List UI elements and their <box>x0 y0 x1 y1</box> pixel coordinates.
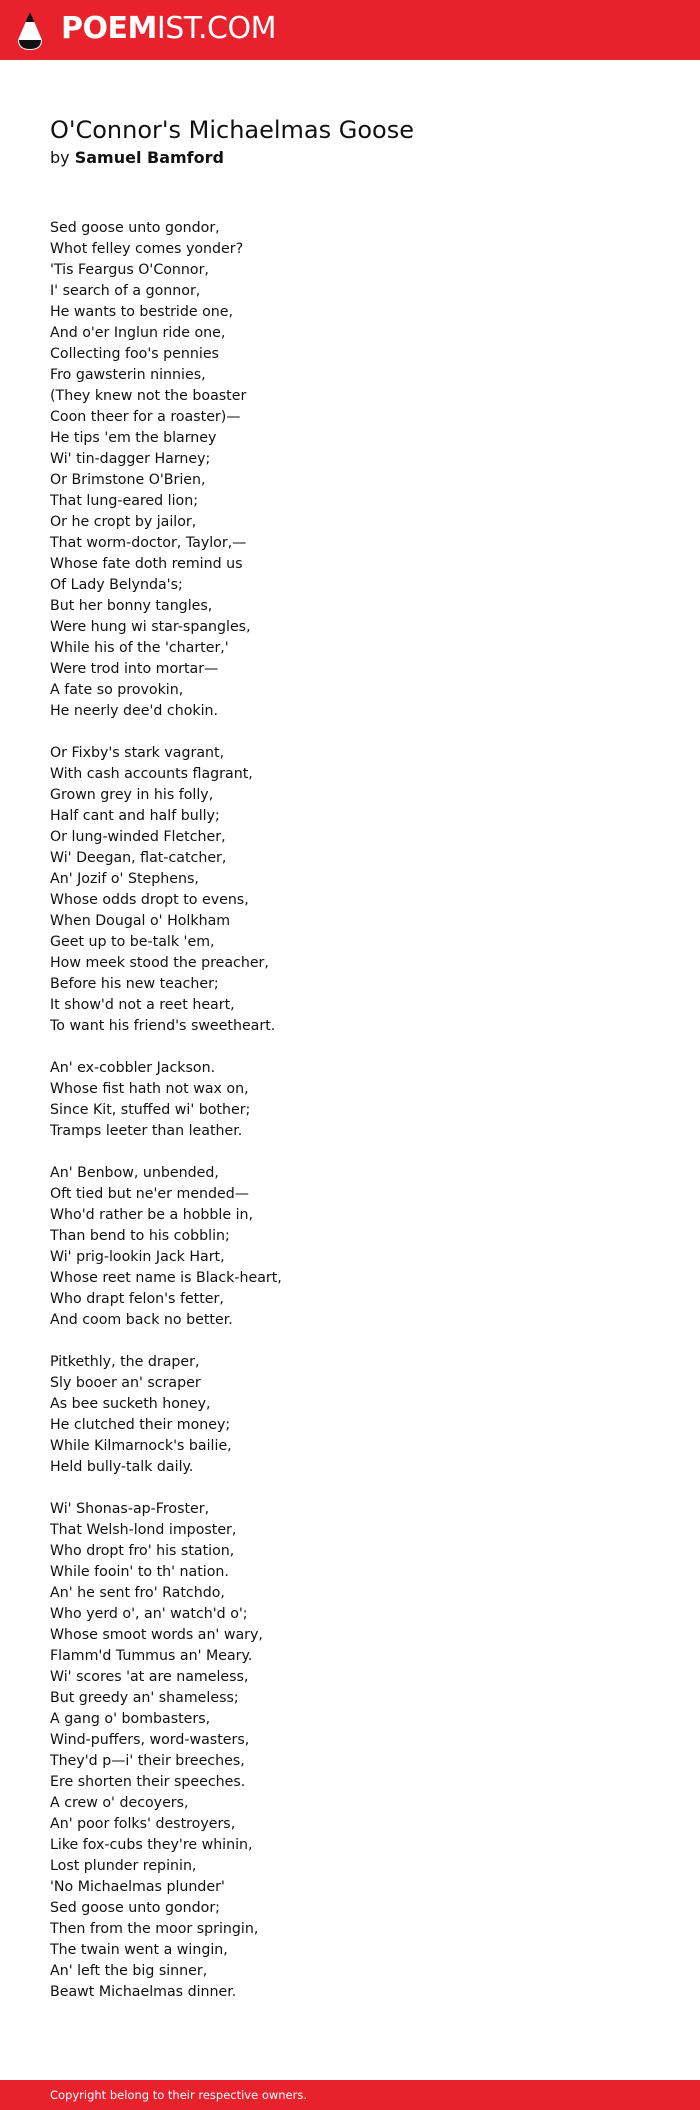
poem-line: Sed goose unto gondor, <box>50 220 220 236</box>
poem-line: And coom back no better. <box>50 1312 233 1328</box>
poem-line: Collecting foo's pennies <box>50 346 219 362</box>
poem-line: When Dougal o' Holkham <box>50 913 231 929</box>
poem-line: A crew o' decoyers, <box>50 1795 189 1811</box>
poem-line: Geet up to be-talk 'em, <box>50 934 215 950</box>
poem-stanza <box>50 743 650 1037</box>
poem-line: Of Lady Belynda's; <box>50 577 183 593</box>
poem-line: An' poor folks' destroyers, <box>50 1816 236 1832</box>
poem-line: He tips 'em the blarney <box>50 430 217 446</box>
poem-line: He wants to bestride one, <box>50 304 234 320</box>
poem-line: An' he sent fro' Ratchdo, <box>50 1585 225 1601</box>
poem-stanza <box>50 1163 650 1331</box>
poem-line: Or lung-winded Fletcher, <box>50 829 226 845</box>
poem-line: Sed goose unto gondor; <box>50 1900 220 1916</box>
poem-line: A fate so provokin, <box>50 682 184 698</box>
poem-line: Lost plunder repinin, <box>50 1858 197 1874</box>
poem-line: How meek stood the preacher, <box>50 955 269 971</box>
poem-line: Whot felley comes yonder? <box>50 241 244 257</box>
poem-line: He neerly dee'd chokin. <box>50 703 219 719</box>
poem-line: Or Brimstone O'Brien, <box>50 472 206 488</box>
poem-line: Wi' scores 'at are nameless, <box>50 1669 249 1685</box>
poem-line: Who'd rather be a hobble in, <box>50 1207 254 1223</box>
poem-line: Wi' Deegan, flat-catcher, <box>50 850 227 866</box>
poem-line: As bee sucketh honey, <box>50 1396 211 1412</box>
poem-line: Then from the moor springin, <box>50 1921 259 1937</box>
poem-line: That lung-eared lion; <box>50 493 198 509</box>
poem-line: Were trod into mortar— <box>50 661 219 677</box>
poem-line: Who yerd o', an' watch'd o'; <box>50 1606 248 1622</box>
poem-line: That Welsh-lond imposter, <box>50 1522 237 1538</box>
poem-stanza <box>50 218 650 722</box>
poem-line: Who dropt fro' his station, <box>50 1543 235 1559</box>
poem-line: Or Fixby's stark vagrant, <box>50 745 225 761</box>
poem-line: Wi' Shonas-ap-Froster, <box>50 1501 210 1517</box>
copyright-text: Copyright belong to their respective owners. <box>50 2088 308 2102</box>
poem-line: An' ex-cobbler Jackson. <box>50 1060 216 1076</box>
poem-line: That worm-doctor, Taylor,— <box>50 535 247 551</box>
poem-line: Half cant and half bully; <box>50 808 220 824</box>
logo-bold-text: POEM <box>61 11 157 46</box>
poem-line: Fro gawsterin ninnies, <box>50 367 206 383</box>
byline <box>50 147 224 169</box>
poem-line: While his of the 'charter,' <box>50 640 229 656</box>
poem-line: He clutched their money; <box>50 1417 231 1433</box>
poem-line: Ere shorten their speeches. <box>50 1774 246 1790</box>
poem-stanza <box>50 1352 650 1478</box>
poem-line: Whose odds dropt to evens, <box>50 892 249 908</box>
pencil-tip-icon <box>16 10 44 52</box>
poem-line: Grown grey in his folly, <box>50 787 214 803</box>
poem-line: Or he cropt by jailor, <box>50 514 197 530</box>
poem-line: An' Jozif o' Stephens, <box>50 871 199 887</box>
poem-line: Pitkethly, the draper, <box>50 1354 200 1370</box>
poem-line: Since Kit, stuffed wi' bother; <box>50 1102 251 1118</box>
author-link[interactable]: Samuel Bamford <box>74 148 224 167</box>
poem-line: The twain went a wingin, <box>50 1942 228 1958</box>
poem-line: While Kilmarnock's bailie, <box>50 1438 232 1454</box>
poem-line: Like fox-cubs they're whinin, <box>50 1837 253 1853</box>
poem-line: Wi' prig-lookin Jack Hart, <box>50 1249 225 1265</box>
site-header <box>0 0 700 60</box>
poem-line: 'No Michaelmas plunder' <box>50 1879 225 1895</box>
poem-line: Sly booer an' scraper <box>50 1375 201 1391</box>
poem-line: While fooin' to th' nation. <box>50 1564 229 1580</box>
poem-title: O'Connor's Michaelmas Goose <box>50 116 415 144</box>
poem-line: They'd p—i' their breeches, <box>50 1753 245 1769</box>
poem-line: But greedy an' shameless; <box>50 1690 239 1706</box>
site-logo-text <box>61 11 276 47</box>
by-label: by <box>50 148 70 167</box>
site-logo-link[interactable] <box>0 0 276 60</box>
poem-line: Flamm'd Tummus an' Meary. <box>50 1648 253 1664</box>
poem-line: Who drapt felon's fetter, <box>50 1291 224 1307</box>
poem-stanza <box>50 1058 650 1142</box>
poem-line: Whose reet name is Black-heart, <box>50 1270 282 1286</box>
poem-line: Whose fate doth remind us <box>50 556 243 572</box>
poem-line: Wind-puffers, word-wasters, <box>50 1732 250 1748</box>
poem-stanza <box>50 1499 650 2003</box>
poem-line: Whose smoot words an' wary, <box>50 1627 263 1643</box>
poem-line: A gang o' bombasters, <box>50 1711 211 1727</box>
poem-line: To want his friend's sweetheart. <box>50 1018 276 1034</box>
poem-line: Before his new teacher; <box>50 976 219 992</box>
poem-line: An' Benbow, unbended, <box>50 1165 219 1181</box>
poem-line: An' left the big sinner, <box>50 1963 208 1979</box>
poem-line: Were hung wi star-spangles, <box>50 619 251 635</box>
logo-light-text: IST.COM <box>156 11 276 46</box>
poem-line: Held bully-talk daily. <box>50 1459 194 1475</box>
poem-line: I' search of a gonnor, <box>50 283 201 299</box>
poem-line: With cash accounts flagrant, <box>50 766 253 782</box>
poem-line: Coon theer for a roaster)— <box>50 409 241 425</box>
poem-line: Oft tied but ne'er mended— <box>50 1186 249 1202</box>
poem-line: Than bend to his cobblin; <box>50 1228 230 1244</box>
poem-line: It show'd not a reet heart, <box>50 997 235 1013</box>
site-footer <box>0 2080 700 2110</box>
poem-line: Tramps leeter than leather. <box>50 1123 243 1139</box>
poem-line: But her bonny tangles, <box>50 598 213 614</box>
poem-body <box>50 218 650 2024</box>
poem-line: Whose fist hath not wax on, <box>50 1081 249 1097</box>
poem-line: Wi' tin-dagger Harney; <box>50 451 211 467</box>
poem-line: And o'er Inglun ride one, <box>50 325 226 341</box>
poem-line: (They knew not the boaster <box>50 388 247 404</box>
poem-line: 'Tis Feargus O'Connor, <box>50 262 209 278</box>
poem-line: Beawt Michaelmas dinner. <box>50 1984 237 2000</box>
